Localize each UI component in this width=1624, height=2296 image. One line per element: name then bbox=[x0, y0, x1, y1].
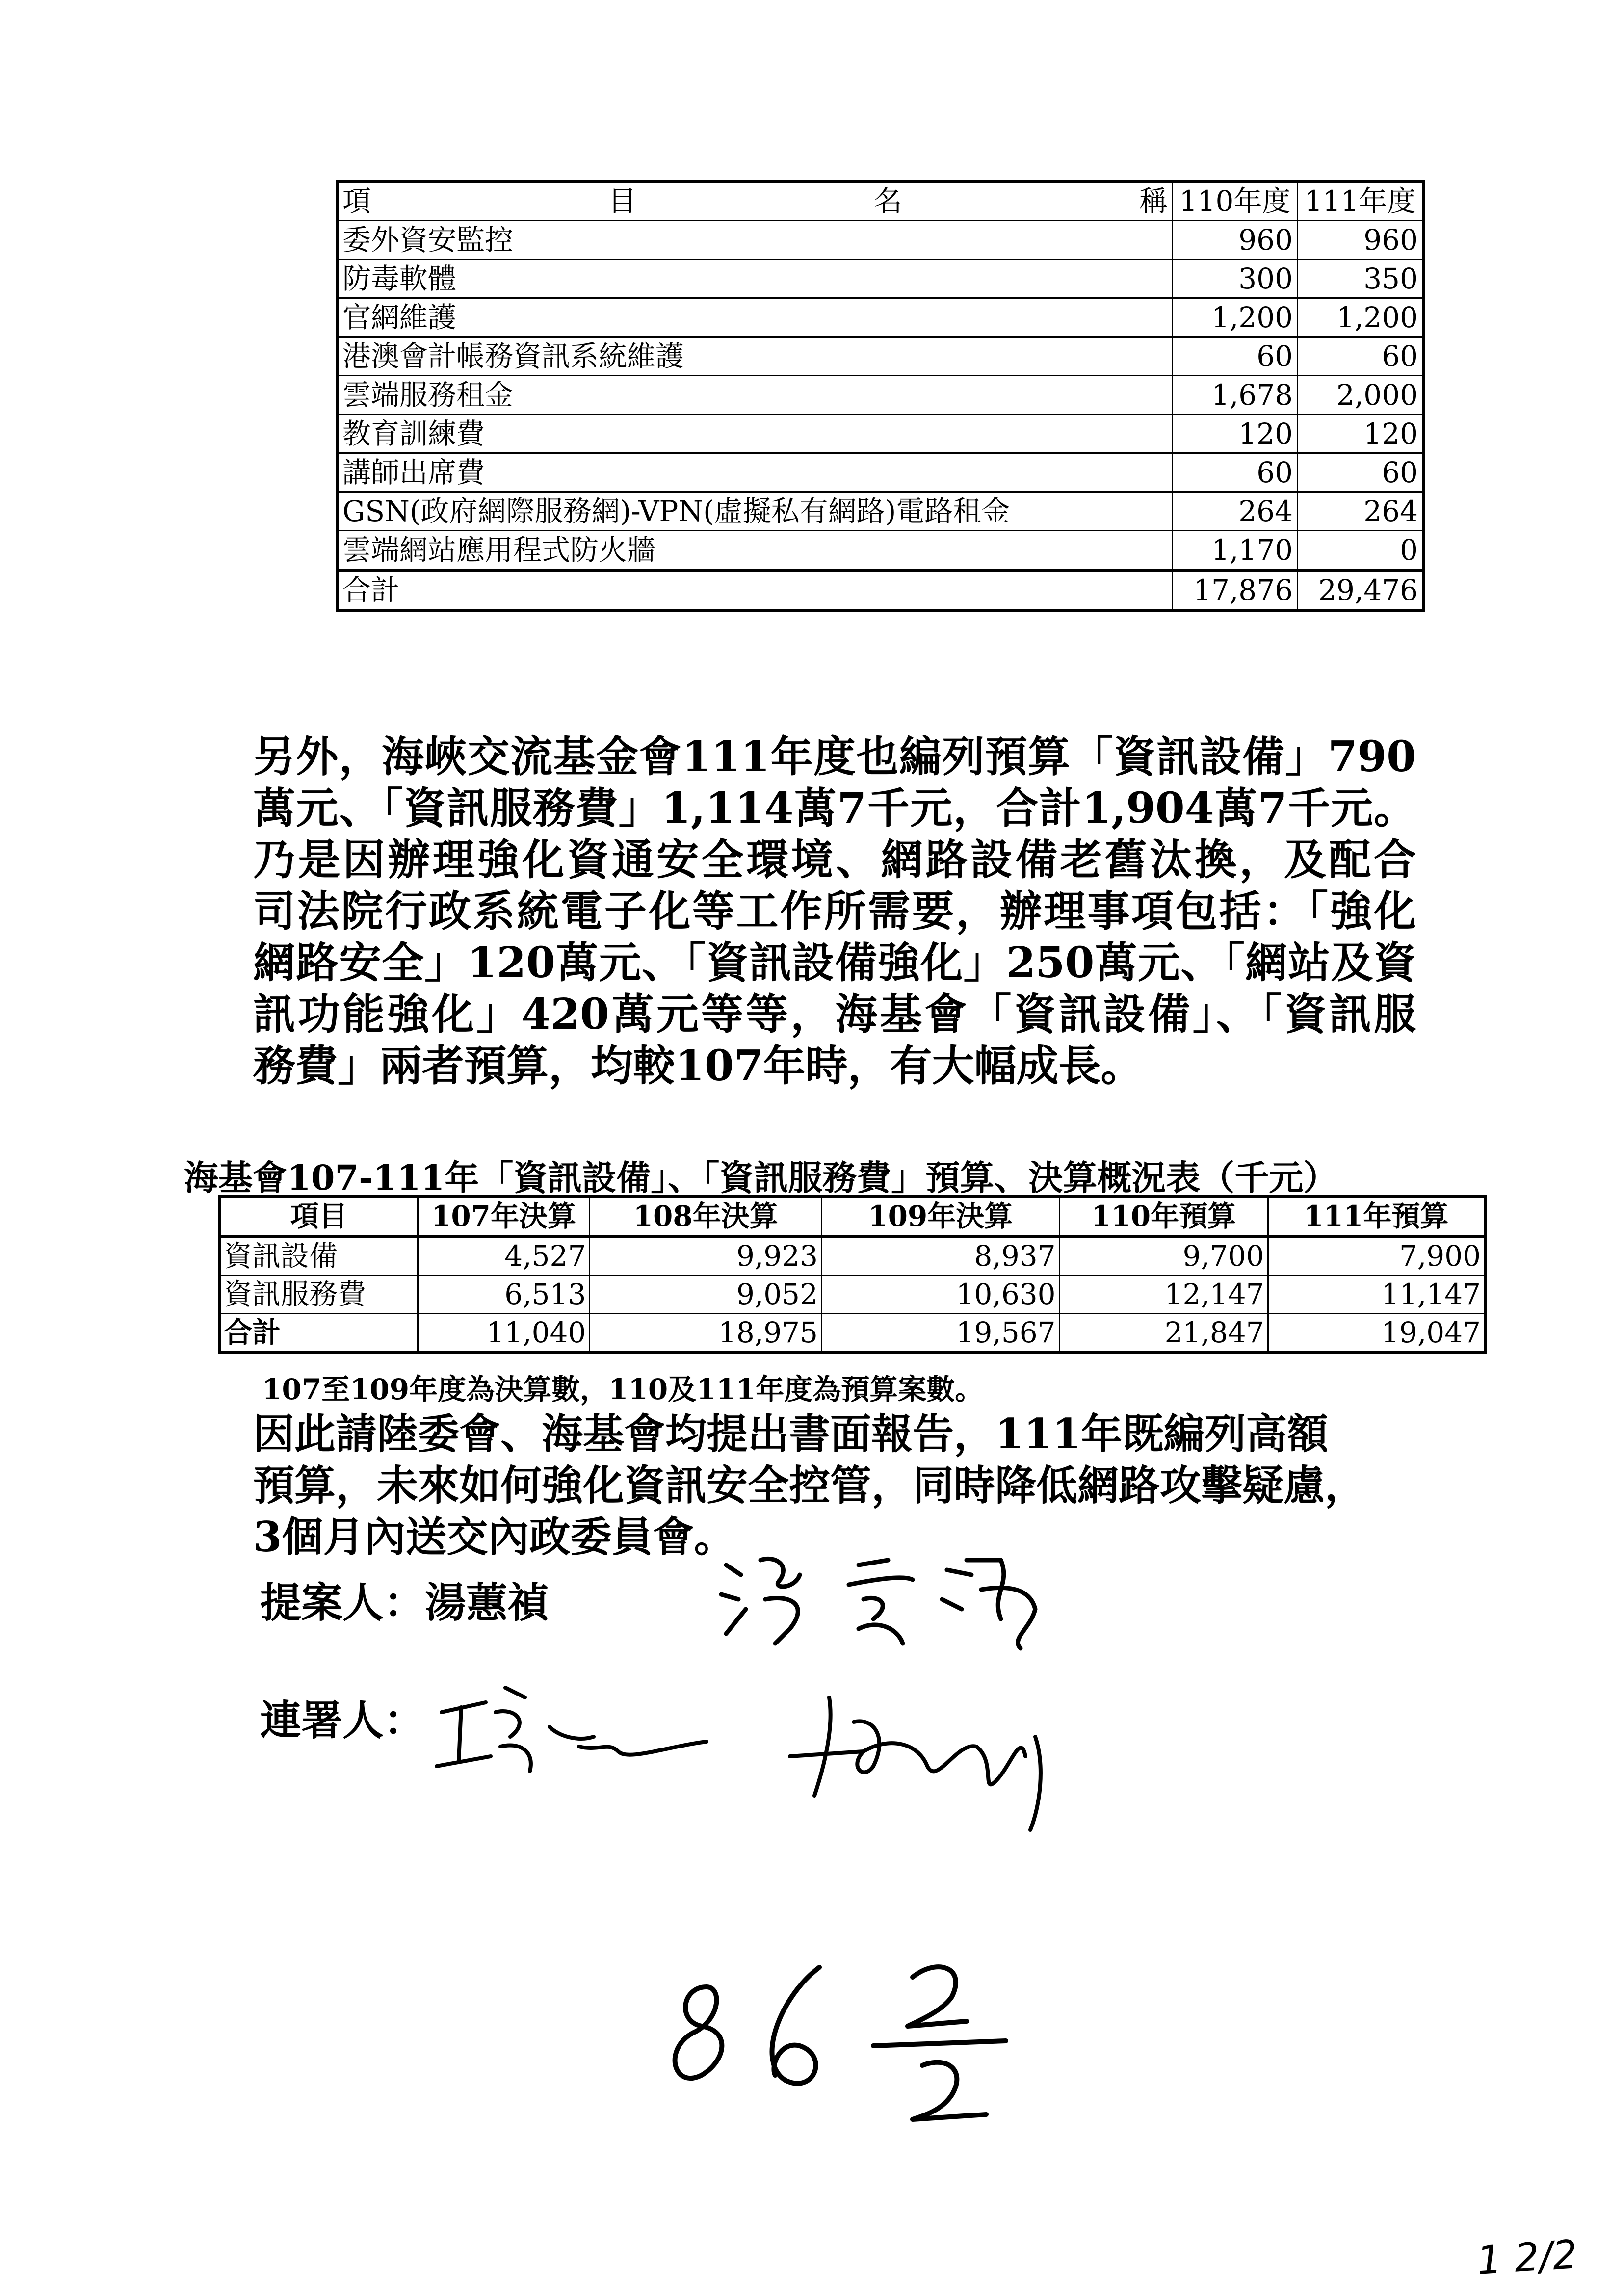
table-row bbox=[337, 337, 1423, 376]
header-char: 稱 bbox=[1139, 184, 1168, 218]
value-111: 960 bbox=[1298, 221, 1424, 260]
header-item-name bbox=[337, 181, 1173, 221]
paragraph-request bbox=[253, 1408, 1416, 1563]
header-char: 項 bbox=[342, 184, 371, 218]
total-label: 合計 bbox=[337, 570, 1173, 610]
table-note: 107至109年度為決算數，110及111年度為預算案數。 bbox=[262, 1373, 984, 1406]
paragraph-line: 萬元、「資訊服務費」1,114萬7千元，合計1,904萬7千元。 bbox=[253, 783, 1416, 833]
cell: 4,527 bbox=[418, 1236, 590, 1276]
value-110: 264 bbox=[1173, 492, 1298, 531]
paragraph-line: 另外，海峽交流基金會111年度也編列預算「資訊設備」790 bbox=[253, 732, 1416, 782]
item-name: 官網維護 bbox=[337, 298, 1173, 337]
value-110: 300 bbox=[1173, 260, 1298, 298]
header-110: 110年度 bbox=[1173, 181, 1298, 221]
paragraph-budget-explanation bbox=[253, 731, 1416, 1092]
header-cell: 110年預算 bbox=[1059, 1197, 1268, 1236]
paragraph-line: 網路安全」120萬元、「資訊設備強化」250萬元、「網站及資 bbox=[253, 938, 1416, 988]
value-110: 960 bbox=[1173, 221, 1298, 260]
cosigner-signatures bbox=[432, 1668, 1168, 1874]
cell: 10,630 bbox=[821, 1276, 1059, 1314]
value-111: 60 bbox=[1298, 453, 1424, 492]
cell: 11,147 bbox=[1268, 1276, 1485, 1314]
item-name: 教育訓練費 bbox=[337, 415, 1173, 453]
cell: 11,040 bbox=[418, 1314, 590, 1353]
value-110: 1,678 bbox=[1173, 376, 1298, 415]
cell: 9,923 bbox=[590, 1236, 822, 1276]
value-111: 120 bbox=[1298, 415, 1424, 453]
item-name: 講師出席費 bbox=[337, 453, 1173, 492]
cell: 7,900 bbox=[1268, 1236, 1485, 1276]
value-111: 60 bbox=[1298, 337, 1424, 376]
value-111: 2,000 bbox=[1298, 376, 1424, 415]
cell: 19,047 bbox=[1268, 1314, 1485, 1353]
paragraph-line: 務費」兩者預算，均較107年時，有大幅成長。 bbox=[253, 1041, 1143, 1091]
header-cell: 111年預算 bbox=[1268, 1197, 1485, 1236]
row-label: 資訊服務費 bbox=[219, 1276, 418, 1314]
page-mark: 1 2/2 bbox=[1475, 2231, 1579, 2284]
value-111: 350 bbox=[1298, 260, 1424, 298]
item-name: 港澳會計帳務資訊系統維護 bbox=[337, 337, 1173, 376]
paragraph-line: 3個月內送交內政委員會。 bbox=[253, 1513, 735, 1561]
table-row bbox=[337, 376, 1423, 415]
table-total-row bbox=[337, 570, 1423, 610]
header-char: 名 bbox=[873, 184, 902, 218]
cell: 6,513 bbox=[418, 1276, 590, 1314]
cell: 9,052 bbox=[590, 1276, 822, 1314]
row-label: 合計 bbox=[219, 1314, 418, 1353]
cell: 8,937 bbox=[821, 1236, 1059, 1276]
table-row bbox=[219, 1276, 1485, 1314]
row-label: 資訊設備 bbox=[219, 1236, 418, 1276]
header-cell: 108年決算 bbox=[590, 1197, 822, 1236]
cell: 21,847 bbox=[1059, 1314, 1268, 1353]
paragraph-line: 預算，未來如何強化資訊安全控管，同時降低網路攻擊疑慮， bbox=[253, 1461, 1366, 1510]
item-name: 委外資安監控 bbox=[337, 221, 1173, 260]
value-110: 1,170 bbox=[1173, 531, 1298, 571]
table-header-row bbox=[219, 1197, 1485, 1236]
cell: 9,700 bbox=[1059, 1236, 1268, 1276]
handwritten-page-number bbox=[653, 1948, 1025, 2134]
sef-budget-table bbox=[218, 1195, 1487, 1354]
cell: 12,147 bbox=[1059, 1276, 1268, 1314]
header-cell: 項目 bbox=[219, 1197, 418, 1236]
paragraph-line: 司法院行政系統電子化等工作所需要，辦理事項包括：「強化 bbox=[253, 887, 1416, 936]
value-110: 1,200 bbox=[1173, 298, 1298, 337]
item-name: 防毒軟體 bbox=[337, 260, 1173, 298]
item-name: 雲端服務租金 bbox=[337, 376, 1173, 415]
total-111: 29,476 bbox=[1298, 570, 1424, 610]
table-caption: 海基會107-111年「資訊設備」、「資訊服務費」預算、決算概況表（千元） bbox=[184, 1157, 1338, 1198]
proposer-signature bbox=[716, 1545, 1060, 1653]
paragraph-line: 乃是因辦理強化資通安全環境、網路設備老舊汰換，及配合 bbox=[253, 835, 1416, 885]
header-char: 目 bbox=[608, 184, 637, 218]
value-110: 60 bbox=[1173, 337, 1298, 376]
header-111: 111年度 bbox=[1298, 181, 1424, 221]
table-total-row bbox=[219, 1314, 1485, 1353]
table-header-row bbox=[337, 181, 1423, 221]
value-111: 0 bbox=[1298, 531, 1424, 571]
table-row bbox=[337, 531, 1423, 571]
proposer-label: 提案人：湯蕙禎 bbox=[260, 1578, 549, 1627]
table-row bbox=[337, 453, 1423, 492]
table-row bbox=[337, 492, 1423, 531]
header-cell: 109年決算 bbox=[821, 1197, 1059, 1236]
value-110: 60 bbox=[1173, 453, 1298, 492]
table-row bbox=[337, 260, 1423, 298]
table-row bbox=[337, 221, 1423, 260]
item-name: GSN(政府網際服務網)-VPN(虛擬私有網路)電路租金 bbox=[337, 492, 1173, 531]
table-row bbox=[337, 298, 1423, 337]
value-110: 120 bbox=[1173, 415, 1298, 453]
cosigners-label: 連署人： bbox=[260, 1696, 425, 1745]
cell: 18,975 bbox=[590, 1314, 822, 1353]
paragraph-line: 訊功能強化」420萬元等等，海基會「資訊設備」、「資訊服 bbox=[253, 990, 1416, 1039]
cell: 19,567 bbox=[821, 1314, 1059, 1353]
value-111: 264 bbox=[1298, 492, 1424, 531]
value-111: 1,200 bbox=[1298, 298, 1424, 337]
paragraph-line: 因此請陸委會、海基會均提出書面報告，111年既編列高額 bbox=[253, 1409, 1329, 1458]
item-name: 雲端網站應用程式防火牆 bbox=[337, 531, 1173, 571]
table-row bbox=[219, 1236, 1485, 1276]
table-row bbox=[337, 415, 1423, 453]
total-110: 17,876 bbox=[1173, 570, 1298, 610]
it-budget-items-table bbox=[336, 180, 1425, 612]
header-cell: 107年決算 bbox=[418, 1197, 590, 1236]
